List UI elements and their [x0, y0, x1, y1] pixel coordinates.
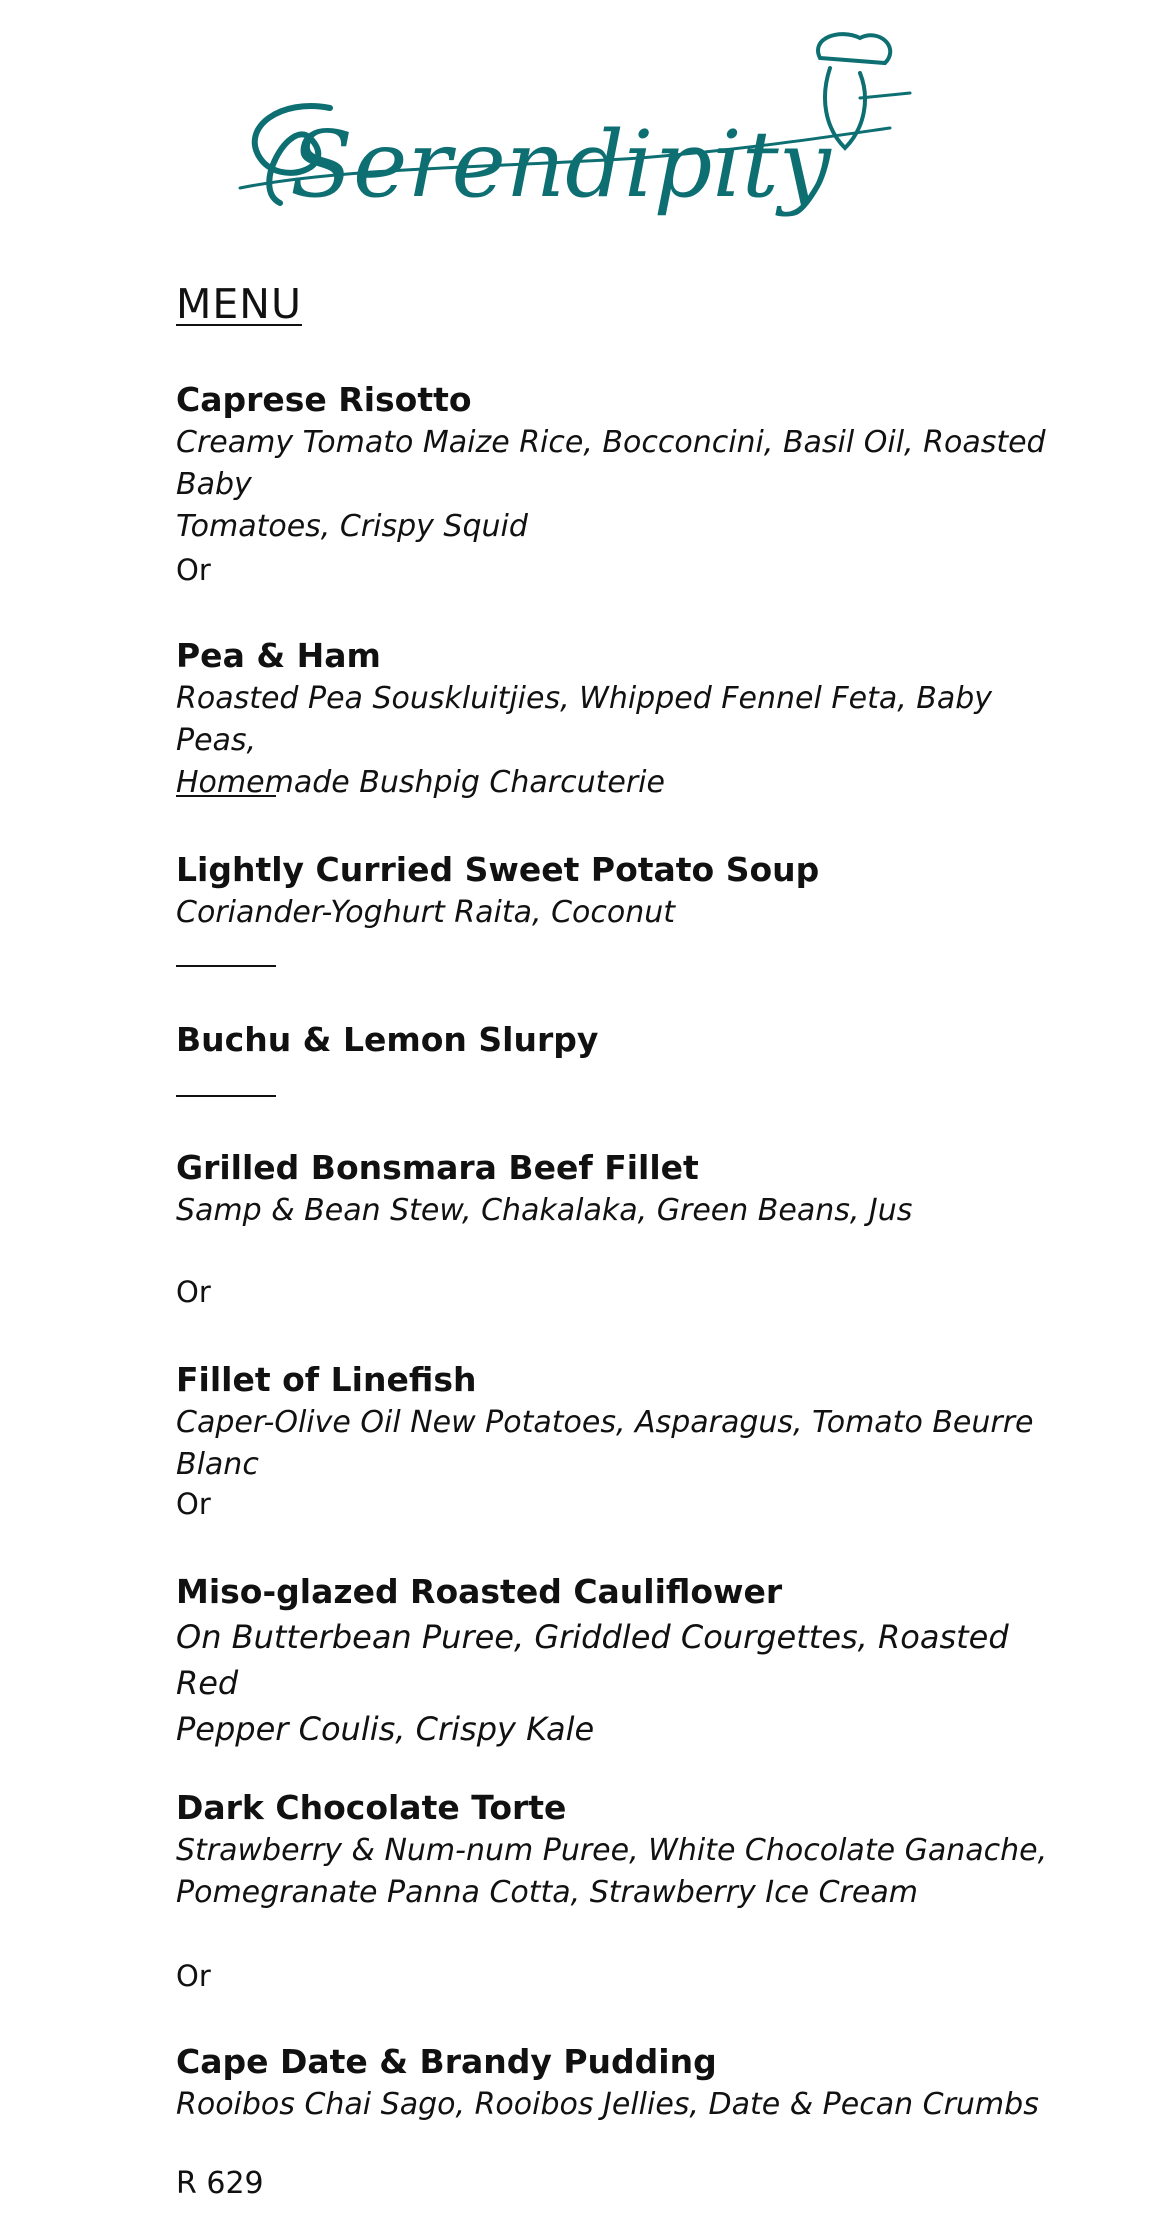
dish-name: Buchu & Lemon Slurpy	[176, 1020, 599, 1059]
divider	[176, 1095, 276, 1097]
dish-desc: Creamy Tomato Maize Rice, Bocconcini, Basil Oil, Roasted Baby	[176, 425, 1046, 502]
dish-desc: Caper-Olive Oil New Potatoes, Asparagus, Tomato Beurre Blanc	[176, 1405, 1034, 1482]
course-beef-fillet	[176, 1146, 912, 1232]
dish-name: Miso-glazed Roasted Cauliflower	[176, 1572, 783, 1611]
logo-text: Serendipity	[290, 111, 831, 218]
dish-desc: Homemade Bushpig Charcuterie	[176, 765, 665, 800]
dish-name: Lightly Curried Sweet Potato Soup	[176, 850, 820, 889]
course-sweet-potato-soup	[176, 848, 819, 934]
dish-name: Fillet of Linefish	[176, 1360, 477, 1399]
dish-desc: Samp & Bean Stew, Chakalaka, Green Beans, Jus	[176, 1193, 913, 1228]
dish-desc: Tomatoes, Crispy Squid	[176, 509, 528, 544]
dish-desc: Pepper Coulis, Crispy Kale	[176, 1710, 595, 1748]
menu-price: R 629	[176, 2166, 264, 2201]
dish-name: Cape Date & Brandy Pudding	[176, 2042, 717, 2081]
dish-name: Pea & Ham	[176, 636, 381, 675]
or-label: Or	[176, 1959, 211, 1993]
course-linefish	[176, 1358, 1076, 1486]
dish-name: Dark Chocolate Torte	[176, 1788, 567, 1827]
course-cauliflower	[176, 1570, 1076, 1752]
course-slurpy	[176, 1018, 598, 1062]
course-chocolate-torte	[176, 1786, 1047, 1914]
dish-name: Grilled Bonsmara Beef Fillet	[176, 1148, 699, 1187]
dish-name: Caprese Risotto	[176, 380, 472, 419]
divider	[176, 965, 276, 967]
serendipity-logo	[220, 18, 920, 278]
divider	[176, 795, 276, 797]
dish-desc: Roasted Pea Souskluitjies, Whipped Fennel Feta, Baby Peas,	[176, 681, 993, 758]
dish-desc: Pomegranate Panna Cotta, Strawberry Ice Cream	[176, 1875, 918, 1910]
or-label: Or	[176, 1275, 211, 1309]
course-pea-ham	[176, 634, 1076, 804]
dish-desc: Rooibos Chai Sago, Rooibos Jellies, Date & Pecan Crumbs	[176, 2087, 1039, 2122]
dish-desc: Coriander-Yoghurt Raita, Coconut	[176, 895, 676, 930]
dish-desc: Strawberry & Num-num Puree, White Chocolate Ganache,	[176, 1833, 1048, 1868]
or-label: Or	[176, 1487, 211, 1521]
dish-desc: On Butterbean Puree, Griddled Courgettes, Roasted Red	[176, 1618, 1009, 1702]
or-label: Or	[176, 553, 211, 587]
course-date-pudding	[176, 2040, 1039, 2126]
menu-title: MENU	[176, 280, 302, 328]
course-caprese-risotto	[176, 378, 1076, 548]
